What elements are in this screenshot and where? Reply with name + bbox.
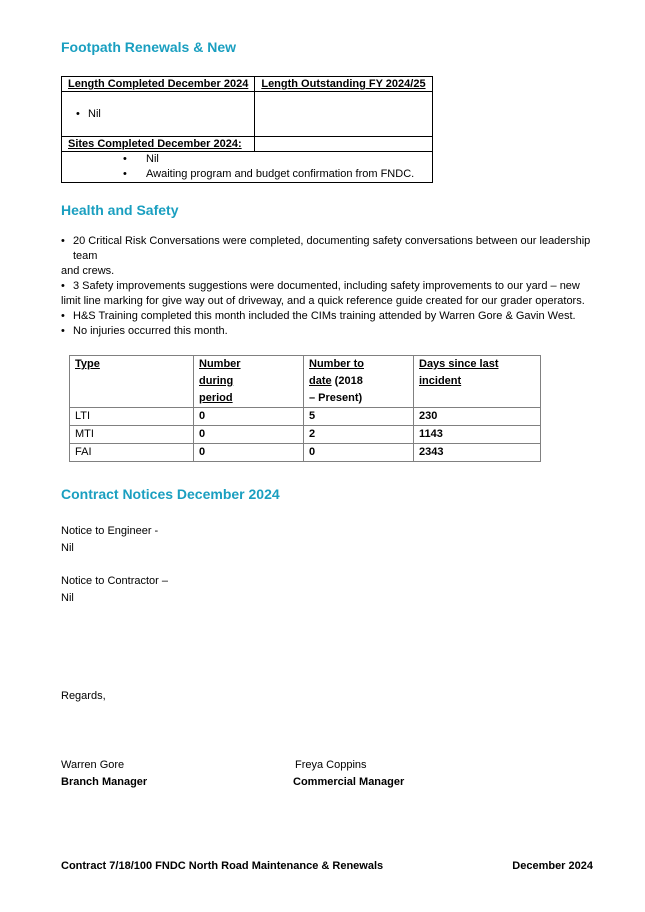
signatory-name: Warren Gore [61,759,125,771]
contractor-notice [61,573,168,607]
list-item [61,279,601,294]
list-item: • No injuries occurred this month. [61,324,601,339]
header-days [414,356,541,408]
cell-days: 2343 [414,444,541,462]
cell-during: 0 [194,444,304,462]
cell-during: 0 [194,408,304,426]
cell-type: MTI [70,426,194,444]
table-row [70,444,541,462]
signatory-1 [61,757,147,791]
header-to-date [304,356,414,408]
sites-header: Sites Completed December 2024: [62,137,255,152]
footpath-heading: Footpath Renewals & New [61,39,237,55]
outstanding-cell [255,92,432,137]
contractor-value: Nil [61,592,74,604]
cell-to-date: 2 [304,426,414,444]
sites-cell [62,152,433,183]
footpath-col1-header: Length Completed December 2024 [62,77,255,92]
list-item-continuation: and crews. [61,265,115,277]
signatory-name: Freya Coppins [295,759,367,771]
health-heading: Health and Safety [61,202,179,218]
completed-cell [62,92,255,137]
cell-during: 0 [194,426,304,444]
table-row [70,408,541,426]
engineer-notice [61,523,158,557]
signatory-role: Branch Manager [61,776,148,788]
header-during [194,356,304,408]
header-line: period [199,392,233,404]
header-line: – Present) [309,392,363,404]
item-text: 3 Safety improvements suggestions were documented, including safety improvements to our yard – new [73,280,580,292]
header-type: Type [70,356,194,408]
signatory-role: Commercial Manager [293,776,405,788]
sites-empty-cell [255,137,432,152]
header-line: Days since last [419,358,499,370]
table-row [70,426,541,444]
list-item: • Awaiting program and budget confirmation from FNDC. [128,167,432,182]
footer-date: December 2024 [512,860,593,872]
cell-type: LTI [70,408,194,426]
contract-heading: Contract Notices December 2024 [61,486,280,502]
footpath-col2-header: Length Outstanding FY 2024/25 [255,77,432,92]
header-line: incident [419,375,462,387]
regards-text: Regards, [61,690,106,702]
header-line: during [199,375,234,387]
contractor-label: Notice to Contractor – [61,575,168,587]
cell-type: FAI [70,444,194,462]
signatory-2 [293,757,404,791]
item-text: 20 Critical Risk Conversations were completed, documenting safety conversations between our leadership team [73,235,591,262]
header-line: Number to [309,358,364,370]
footer-contract: Contract 7/18/100 FNDC North Road Maintenance & Renewals [61,860,384,872]
engineer-value: Nil [61,542,74,554]
header-line [309,373,408,390]
safety-stats-table [69,355,541,462]
cell-to-date: 5 [304,408,414,426]
cell-days: 1143 [414,426,541,444]
list-item-continuation: limit line marking for give way out of driveway, and a quick reference guide created for our grader operators. [61,295,585,307]
list-item [61,234,601,264]
list-item: • Nil [76,107,254,122]
engineer-label: Notice to Engineer - [61,525,159,537]
footpath-table [61,76,433,183]
header-fragment: (2018 [331,375,363,387]
health-list [61,234,601,339]
header-fragment: date [309,375,332,387]
cell-to-date: 0 [304,444,414,462]
list-item: • H&S Training completed this month included the CIMs training attended by Warren Gore & Gavin West. [61,309,601,324]
list-item: • Nil [128,152,432,167]
cell-days: 230 [414,408,541,426]
header-line: Number [199,358,241,370]
